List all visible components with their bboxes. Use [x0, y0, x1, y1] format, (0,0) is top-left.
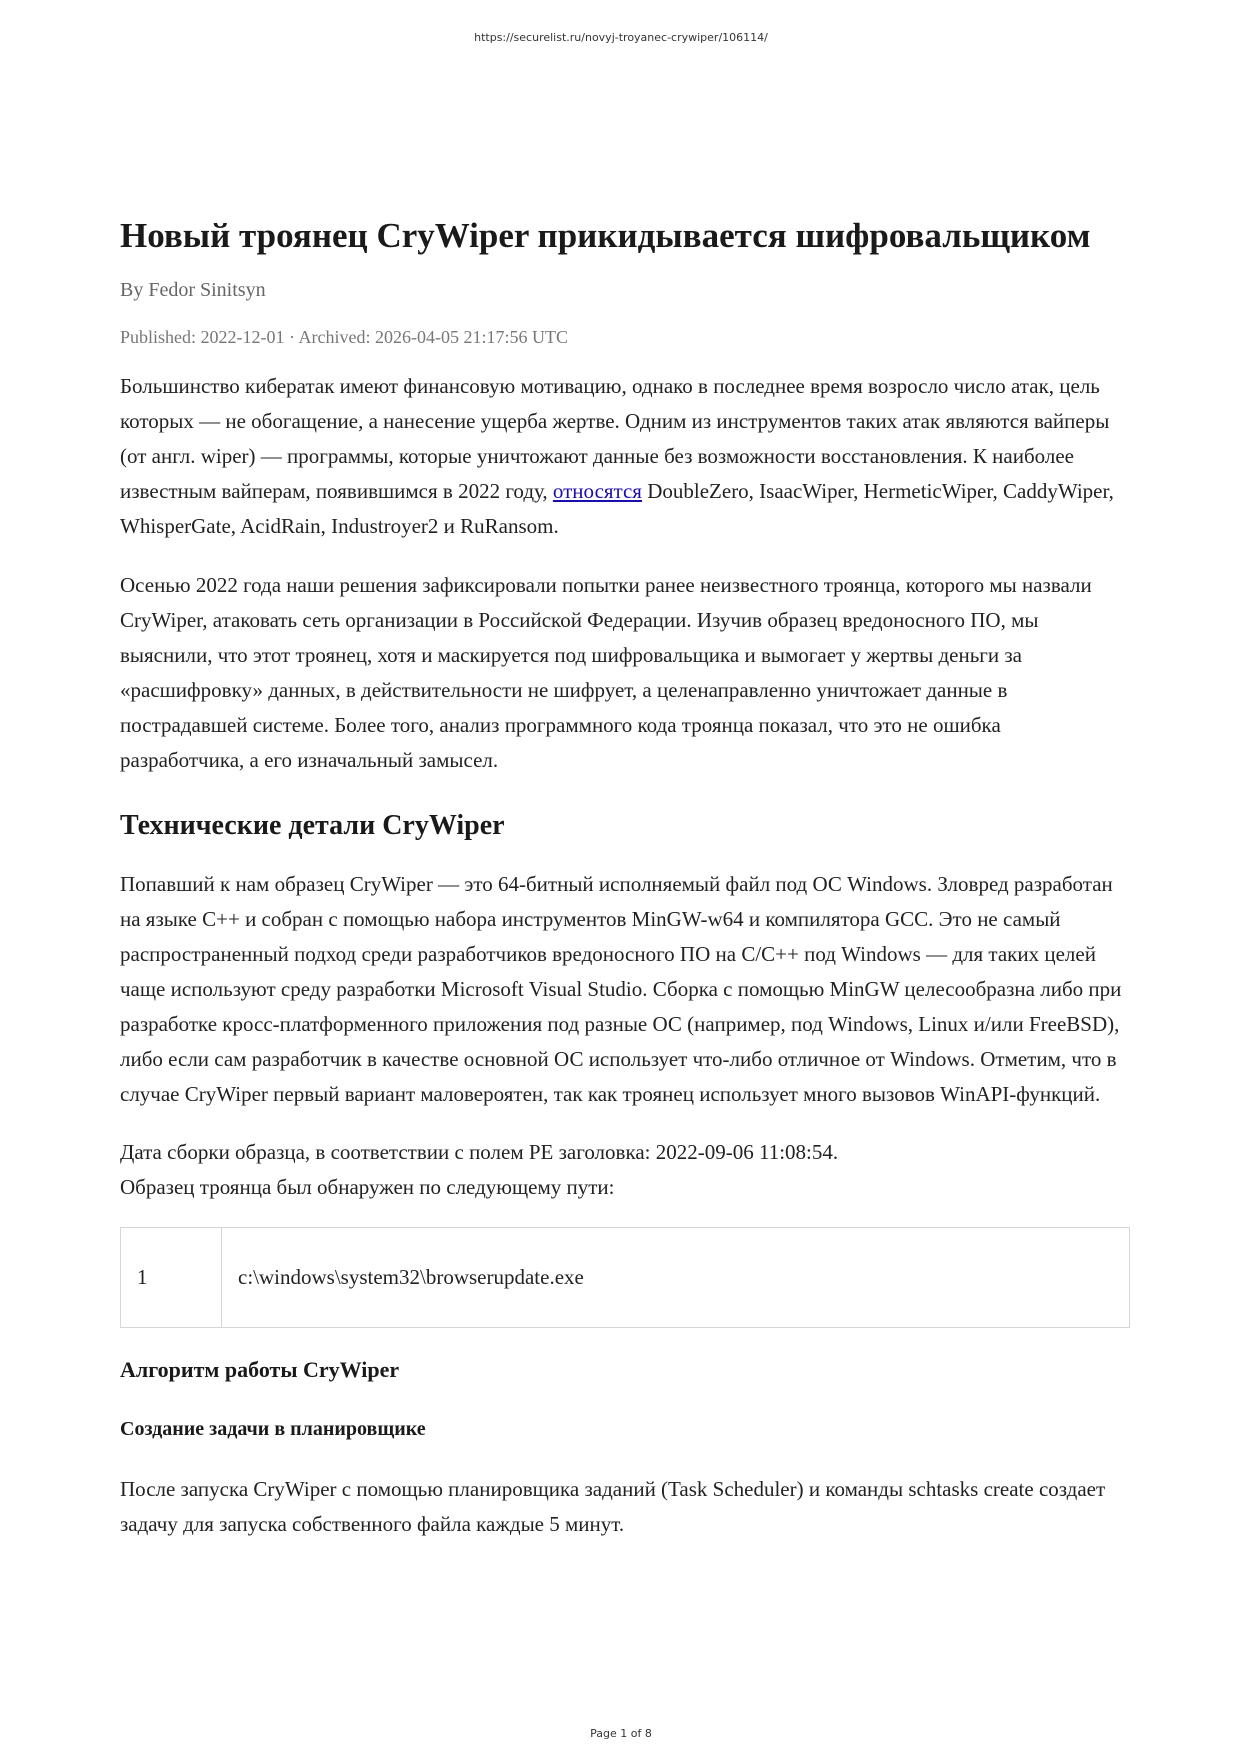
article-meta: Published: 2022-12-01 · Archived: 2026-04-05 21:17:56 UTC	[120, 327, 568, 347]
section-heading-technical: Технические детали CryWiper	[120, 810, 505, 841]
code-block	[120, 1227, 1130, 1328]
code-line-content: c:\windows\system32\browserupdate.exe	[222, 1228, 1130, 1328]
sample-path-intro: Образец троянца был обнаружен по следующему пути:	[120, 1175, 615, 1199]
subsection-heading-scheduler: Создание задачи в планировщике	[120, 1418, 426, 1440]
code-row	[121, 1228, 1130, 1328]
paragraph-intro-text-a: Большинство кибератак имеют финансовую мотивацию, однако в последнее время возросло число атак, цель которых — не обогащение, а нанесение ущерба жертве. Одним из инструментов таких атак являются вайперы (от англ. wiper) — программы, которые уничтожают данные без возможности восстановления. К наиболее известным вайперам, появившимся в 2022 году,	[120, 374, 1110, 503]
page-number: Page 1 of 8	[590, 1727, 652, 1740]
inline-link-wipers[interactable]: относятся	[552, 479, 642, 503]
paragraph-discovery: Осенью 2022 года наши решения зафиксировали попытки ранее неизвестного троянца, которого мы назвали CryWiper, атаковать сеть организации в Российской Федерации. Изучив образец вредоносного ПО, мы выяснили, что этот троянец, хотя и маскируется под шифровальщика и вымогает у жертвы деньги за «расшифровку» данных, в действительности не шифрует, а целенаправленно уничтожает данные в пострадавшей системе. Более того, анализ программного кода троянца показал, что это не ошибка разработчика, а его изначальный замысел.	[120, 573, 1092, 772]
article	[120, 212, 1130, 1542]
paragraph-scheduler: После запуска CryWiper с помощью планировщика заданий (Task Scheduler) и команды schtasks create создает задачу для запуска собственного файла каждые 5 минут.	[120, 1477, 1106, 1536]
article-byline: By Fedor Sinitsyn	[120, 279, 266, 301]
paragraph-technical: Попавший к нам образец CryWiper — это 64-битный исполняемый файл под ОС Windows. Зловред разработан на языке C++ и собран с помощью набора инструментов MinGW-w64 и компилятора GCC. Это не самый распространенный подход среди разработчиков вредоносного ПО на C/C++ под Windows — для таких целей чаще используют среду разработки Microsoft Visual Studio. Сборка с помощью MinGW целесообразна либо при разработке кросс-платформенного приложения под разные ОС (например, под Windows, Linux и/или FreeBSD), либо если сам разработчик в качестве основной ОС использует что-либо отличное от Windows. Отметим, что в случае CryWiper первый вариант маловероятен, так как троянец использует много вызовов WinAPI-функций.	[120, 872, 1122, 1106]
code-line-number: 1	[121, 1228, 222, 1328]
article-title: Новый троянец CryWiper прикидывается шифровальщиком	[120, 216, 1091, 255]
build-date-line: Дата сборки образца, в соответствии с полем PE заголовка: 2022-09-06 11:08:54.	[120, 1140, 839, 1164]
paragraph-intro-text-b: DoubleZero, IsaacWiper, HermeticWiper, CaddyWiper, WhisperGate, AcidRain, Industroyer2 и RuRansom.	[120, 479, 1114, 538]
subsection-heading-algorithm: Алгоритм работы CryWiper	[120, 1357, 400, 1382]
paragraph-build-info	[120, 1135, 1130, 1205]
paragraph-intro	[120, 369, 1130, 544]
page-url: https://securelist.ru/novyj-troyanec-crywiper/106114/	[474, 31, 768, 44]
